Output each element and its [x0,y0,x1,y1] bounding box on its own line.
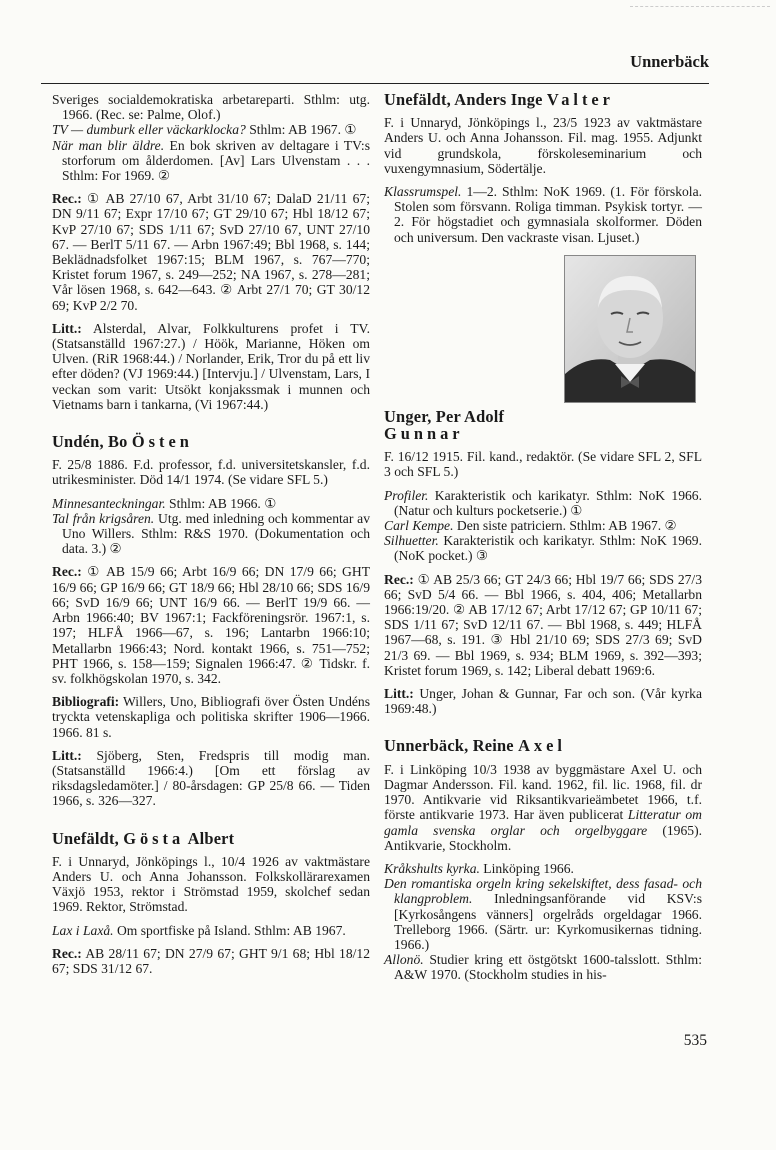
work-title: TV — dumburk eller väckarklocka? [52,122,246,138]
right-column [384,92,702,983]
entry-heading-unnerback: Unnerbäck, Reine Axel [384,736,566,756]
biography: F. 25/8 1886. F.d. professor, f.d. universitetskansler, f.d. utrikesminister. Död 14/1 1974. (Se vidare SFL 5.) [52,457,370,488]
literature-paragraph: Litt.: Sjöberg, Sten, Fredspris till modig man. (Statsanställd 1966:4.) [Om ett förslag av riksdagsledamöter.] / 80-årsdagen: GP 25/8 66. — Tiden 1966, s. 326—327. [52,747,370,809]
work-entry: TV — dumburk eller väckarklocka? Sthlm: AB 1967. ① [52,122,357,138]
work-entry: Den romantiska orgeln kring sekelskiftet, dess fasad- och klangproblem. Inledningsanförande vid KSV:s [Kyrkosångens vänners] orgelråds orgeldagar 1966. Trelleborg 1966. (Särtr. ur: Kyrkomusikernas tidning. 1966.) [384,876,702,952]
entry-heading-unger: Unger, Per Adolf [384,406,505,426]
portrait-illustration [565,256,695,402]
work-entry: Allonö. Studier kring ett östgötskt 1600-talsslott. Sthlm: A&W 1970. (Stockholm studies in his- [384,952,702,983]
work-title: Silhuetter. [384,533,439,549]
entry-heading-unefaldt-gosta: Unefäldt, Gösta Albert [52,828,235,848]
reviews-paragraph: Rec.: ① AB 15/9 66; Arbt 16/9 66; DN 17/9 66; GHT 16/9 66; GP 16/9 66; GT 18/9 66; Hbl 28/10 66; SDS 16/9 66; SvD 16/9 66; UNT 16/9 66. — BerlT 19/9 66. — Arbn 1966:40; BV 1967:1; Fackföreningsrör. 1967:1, s. 197; HLFÅ 1966—67, s. 196; Lantarbn 1966:10; Metallarbn 1966:43; Nord. kontakt 1966, s. 751—752; PHT 1966, s. 158—159; Signalen 1966:47. ② Tidskr. f. sv. folkhögskolan 1970, s. 342. [52,564,370,686]
work-entry: När man blir äldre. En bok skriven av deltagare i TV:s storforum om ålderdomen. [Av] Lars Ulvenstam . . . Sthlm: For 1969. ② [52,137,370,184]
work-title: Den romantiska orgeln kring sekelskiftet, dess fasad- och klangproblem. [384,876,702,907]
entry-heading-unger-given: Gunnar [384,424,464,444]
biography: F. i Linköping 10/3 1938 av byggmästare Axel U. och Dagmar Andersson. Fil. kand. 1962, fil. lic. 1968, fil. dr 1970. Antikvarie vid Riksantikvarieämbetet 1966, t.f. förste antikvarie 1973. Har även publicerat Litteratur om gamla svenska orglar och orgelbyggare (1965). Antikvarie, Stockholm. [384,761,702,853]
continuation-text: Sveriges socialdemokratiska arbetareparti. Sthlm: utg. 1966. (Rec. se: Palme, Olof.) [52,92,370,123]
literature-paragraph: Litt.: Alsterdal, Alvar, Folkkulturens profet i TV. (Statsanställd 1967:27.) / Höök, Marianne, Höken om Ulven. (RiR 1968:44.) / Norlander, Erik, Tror du på ett liv efter döden? (VJ 1969:44.) [Intervju.] / Ulvenstam, Lars, I veckan som varit: Utsökt konjakssmak i munnen och Vietnams barn i tankarna, (Vi 1967:44.) [52,320,370,412]
entry-heading-unden: Undén, Bo Östen [52,432,193,452]
portrait-photo [564,255,696,403]
entry-heading-unefaldt-anders: Unefäldt, Anders Inge Valter [384,90,614,109]
work-title: Carl Kempe. [384,518,454,534]
work-title: Lax i Laxå. [52,922,114,938]
work-title: Klassrumspel. [384,184,462,200]
work-entry: Minnesanteckningar. Sthlm: AB 1966. ① [52,495,277,511]
reviews-paragraph: Rec.: AB 28/11 67; DN 27/9 67; GHT 9/1 68; Hbl 18/12 67; SDS 31/12 67. [52,945,370,976]
biography: F. 16/12 1915. Fil. kand., redaktör. (Se vidare SFL 2, SFL 3 och SFL 5.) [384,449,702,480]
biography: F. i Unnaryd, Jönköpings l., 10/4 1926 av vaktmästare Anders U. och Anna Johansson. Folkskollärarexamen Växjö 1953, rektor i Strömstad 1959, skolchef sedan 1969. Rektor, Strömstad. [52,853,370,915]
work-entry: Profiler. Karakteristik och karikatyr. Sthlm: NoK 1966. (Natur och kulturs pocketserie.) ① [384,487,702,518]
page-number: 535 [683,1032,707,1049]
running-title: Unnerbäck [630,52,709,71]
work-title: Allonö. [384,952,424,968]
work-entry: Lax i Laxå. Om sportfiske på Island. Sthlm: AB 1967. [52,922,346,938]
work-title: Tal från krigsåren. [52,510,155,526]
scan-edge-line [630,6,770,7]
work-entry: Silhuetter. Karakteristik och karikatyr. Sthlm: NoK 1969. (NoK pocket.) ③ [384,533,702,564]
literature-paragraph: Litt.: Unger, Johan & Gunnar, Far och son. (Vår kyrka 1969:48.) [384,686,702,717]
biography: F. i Unnaryd, Jönköpings l., 23/5 1923 av vaktmästare Anders U. och Anna Johansson. Fil. mag. 1955. Adjunkt vid grundskola, förskoleseminarium och vuxengymnasium, Södertälje. [384,115,702,176]
work-title: När man blir äldre. [52,137,165,153]
work-entry: Carl Kempe. Den siste patriciern. Sthlm: AB 1967. ② [384,518,677,534]
bibliography-paragraph: Bibliografi: Willers, Uno, Bibliografi över Östen Undéns tryckta vetenskapliga och politiska skrifter 1906—1966. 1966. 81 s. [52,694,370,740]
work-entry: Tal från krigsåren. Utg. med inledning och kommentar av Uno Willers. Sthlm: R&S 1970. (Dokumentation och data. 3.) ② [52,510,370,557]
page-header [41,50,709,84]
left-column [52,92,370,976]
reviews-paragraph: Rec.: ① AB 25/3 66; GT 24/3 66; Hbl 19/7 66; SDS 27/3 66; SvD 5/4 66. — Bbl 1966, s. 404, 406; Metallarbn 1966:19/20. ② AB 17/12 67; Arbt 17/12 67; GP 10/11 67; SDS 1/11 67; SvD 12/11 67. — Bbl 1968, s. 449; HLFÅ 1967—68, s. 191. ③ Hbl 21/10 69; SDS 27/3 69; SvD 21/3 69. — Bbl 1969, s. 934; BLM 1969, s. 392—393; Kristet forum 1969, s. 142; Liberal debatt 1969:6. [384,571,702,678]
work-title: Kråkshults kyrka. [384,860,480,876]
work-title: Minnesanteckningar. [52,495,166,511]
reviews-paragraph: Rec.: ① AB 27/10 67, Arbt 31/10 67; DalaD 21/11 67; DN 9/11 67; Expr 17/10 67; GT 29/10 67; Hbl 18/12 67; KvP 27/10 67; SDS 1/11 67; SvD 27/10 67, UNT 27/10 67. — BerlT 5/11 67. — Arbn 1967:49; Bbl 1968, s. 144; Beklädnadsfolket 1967:15; BLM 1967, s. 767—770; Kristet forum 1967, s. 249—252; NA 1967, s. 278—281; Vår lösen 1968, s. 642—643. ② Arbt 27/1 70; GT 30/12 69; KvP 2/2 70. [52,191,370,313]
work-title: Profiler. [384,487,429,503]
work-entry: Kråkshults kyrka. Linköping 1966. [384,860,574,876]
work-entry: Klassrumspel. 1—2. Sthlm: NoK 1969. (1. För förskola. Stolen som försvann. Roliga timman. Psykisk tortyr. — 2. För högstadiet och gymnasiala skolformer. Döden och universum. Den vackraste visan. Ljuset.) [384,184,702,245]
